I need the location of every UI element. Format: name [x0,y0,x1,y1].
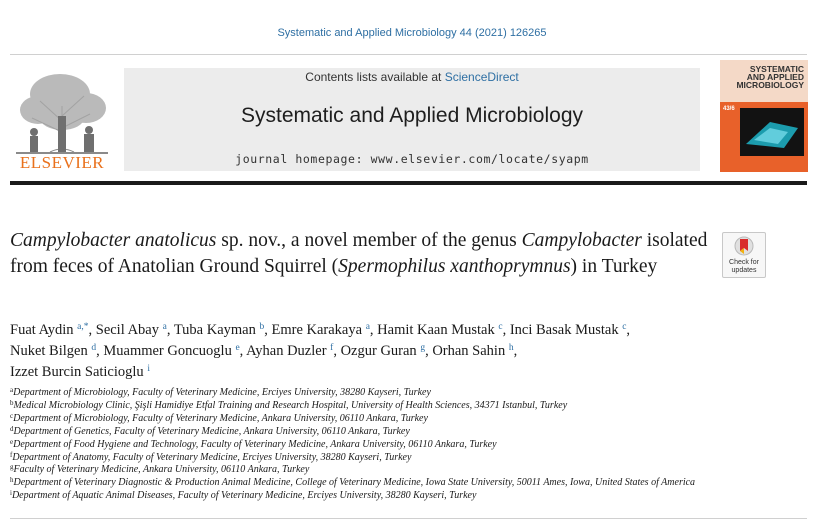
elsevier-wordmark[interactable]: ELSEVIER [19,153,105,172]
title-text: sp. nov., a novel member of the genus [216,230,522,251]
check-for-updates-label [723,259,765,275]
author-name: Nuket Bilgen [10,343,88,359]
header-divider [10,181,807,185]
author-name: Emre Karakaya [271,322,363,338]
cover-image [740,108,804,156]
affiliation-text: Department of Anatomy, Faculty of Veterinary Medicine, Erciyes University, 38280 Kayseri, Turkey [12,451,412,463]
author-name: Hamit Kaan Mustak [377,322,495,338]
author-affil-sup[interactable]: g [420,343,426,353]
author-affil-sup[interactable]: c [622,322,627,332]
author-separator: , [333,343,341,359]
author-separator: , [88,322,96,338]
author[interactable] [10,322,89,338]
title-genus: Campylobacter anatolicus [10,230,217,251]
affiliation-text: Department of Food Hygiene and Technology, Faculty of Veterinary Medicine, Ankara University, 06110 Ankara, Turkey [13,438,497,450]
crossmark-icon [734,236,754,256]
contents-prefix: Contents lists available at [305,70,445,84]
affiliation-text: Department of Aquatic Animal Diseases, Faculty of Veterinary Medicine, Erciyes University, 38280 Kayseri, Turkey [11,490,477,502]
author-affil-sup[interactable]: a [162,322,167,332]
author-name: Izzet Burcin Saticioglu [10,364,144,380]
author-name: Orhan Sahin [432,343,506,359]
author[interactable] [10,364,150,380]
author-name: Inci Basak Mustak [509,322,619,338]
affiliation-sup: d [10,424,14,433]
title-species: Spermophilus xanthoprymnus [338,256,571,277]
journal-title: Systematic and Applied Microbiology [240,104,583,127]
affiliation-item [10,477,810,490]
author[interactable] [103,343,239,359]
author[interactable] [377,322,502,338]
affiliation-sup: h [10,476,14,485]
check-line: updates [731,267,757,274]
author-separator: , [96,343,104,359]
journal-masthead [124,68,700,171]
affiliation-item [10,452,810,465]
affiliation-sup: f [10,450,13,459]
author[interactable] [341,343,425,359]
author-name: Fuat Aydin [10,322,74,338]
author-separator: , [166,322,174,338]
author-affil-sup[interactable]: b [259,322,265,332]
author-separator: , [239,343,247,359]
author-separator: , [513,343,518,359]
top-divider [10,54,807,55]
author[interactable] [510,322,627,338]
homepage-prefix: journal homepage: [235,152,371,166]
affiliation-item [10,426,810,439]
cover-volume: 43/6 [723,106,735,112]
author-affil-sup[interactable]: e [235,343,240,353]
affiliation-text: Department of Genetics, Faculty of Veterinary Medicine, Ankara University, 06110 Ankara, Turkey [13,425,410,437]
affiliation-sup: i [10,489,12,498]
affiliation-item [10,413,810,426]
author-name: Ayhan Duzler [246,343,327,359]
check-line: Check for [729,259,759,266]
title-text: ) in Turkey [570,256,658,277]
title-genus: Campylobacter [521,230,642,251]
cover-title-line: MICROBIOLOGY [736,80,804,90]
author-separator: , [425,343,433,359]
author-list [10,320,810,383]
affiliation-item [10,387,810,400]
author-name: Ozgur Guran [340,343,417,359]
cover-title-line: AND APPLIED [746,72,804,82]
journal-cover[interactable] [720,60,808,172]
author[interactable] [432,343,513,359]
affiliation-text: Department of Microbiology, Faculty of Veterinary Medicine, Erciyes University, 38280 Kayseri, Turkey [13,387,431,398]
author-separator: , [369,322,378,338]
author-name: Tuba Kayman [173,322,256,338]
journal-citation[interactable]: Systematic and Applied Microbiology 44 (2021) 126265 [277,27,547,39]
author-separator: , [264,322,272,338]
affiliation-sup: g [10,463,14,472]
affiliation-sup: c [10,411,14,420]
author-affil-sup[interactable]: i [147,364,150,374]
cover-title [724,65,804,89]
affiliation-item [10,400,810,413]
author-affil-sup[interactable]: a [365,322,370,332]
cover-title-line: SYSTEMATIC [749,64,804,74]
affiliation-text: Department of Veterinary Diagnostic & Production Animal Medicine, College of Veterinary Medicine, Iowa State University, 50011 Ames, Iowa, United States of America [13,477,696,489]
author[interactable] [10,343,96,359]
homepage-link[interactable]: www.elsevier.com/locate/syapm [370,152,589,166]
author[interactable] [271,322,369,338]
affiliation-sup: a [10,386,14,394]
affiliation-text: Faculty of Veterinary Medicine, Ankara University, 06110 Ankara, Turkey [13,464,310,476]
author[interactable] [174,322,264,338]
contents-line [124,70,700,84]
author-affil-sup[interactable]: c [498,322,503,332]
check-for-updates-button[interactable] [722,232,766,278]
bottom-divider [10,518,807,519]
author-affil-sup[interactable]: a,* [77,322,89,332]
affiliation-text: Medical Microbiology Clinic, Şişli Hamidiye Etfal Training and Research Hospital, University of Health Sciences, 34371 Istanbul, Turkey [13,399,568,411]
affiliation-text: Department of Microbiology, Faculty of Veterinary Medicine, Ankara University, 06110 Ankara, Turkey [13,412,428,424]
author-affil-sup[interactable]: d [91,343,97,353]
author-affil-sup[interactable]: f [330,343,334,353]
affiliation-item [10,490,810,503]
author-separator: , [502,322,510,338]
author-name: Muammer Goncuoglu [103,343,232,359]
sciencedirect-link[interactable]: ScienceDirect [444,70,519,84]
article-title [10,228,710,280]
affiliation-item [10,439,810,452]
affiliation-sup: b [10,398,14,407]
journal-homepage [124,152,700,166]
author-affil-sup[interactable]: h [508,343,514,353]
title-text: isolated from feces of Anatolian Ground Squirrel ( [10,230,708,277]
author-name: Secil Abay [95,322,159,338]
affiliation-list [10,387,810,503]
author[interactable] [246,343,333,359]
affiliation-sup: e [10,437,14,446]
author-separator: , [626,322,631,338]
author[interactable] [96,322,167,338]
affiliation-item [10,464,810,477]
